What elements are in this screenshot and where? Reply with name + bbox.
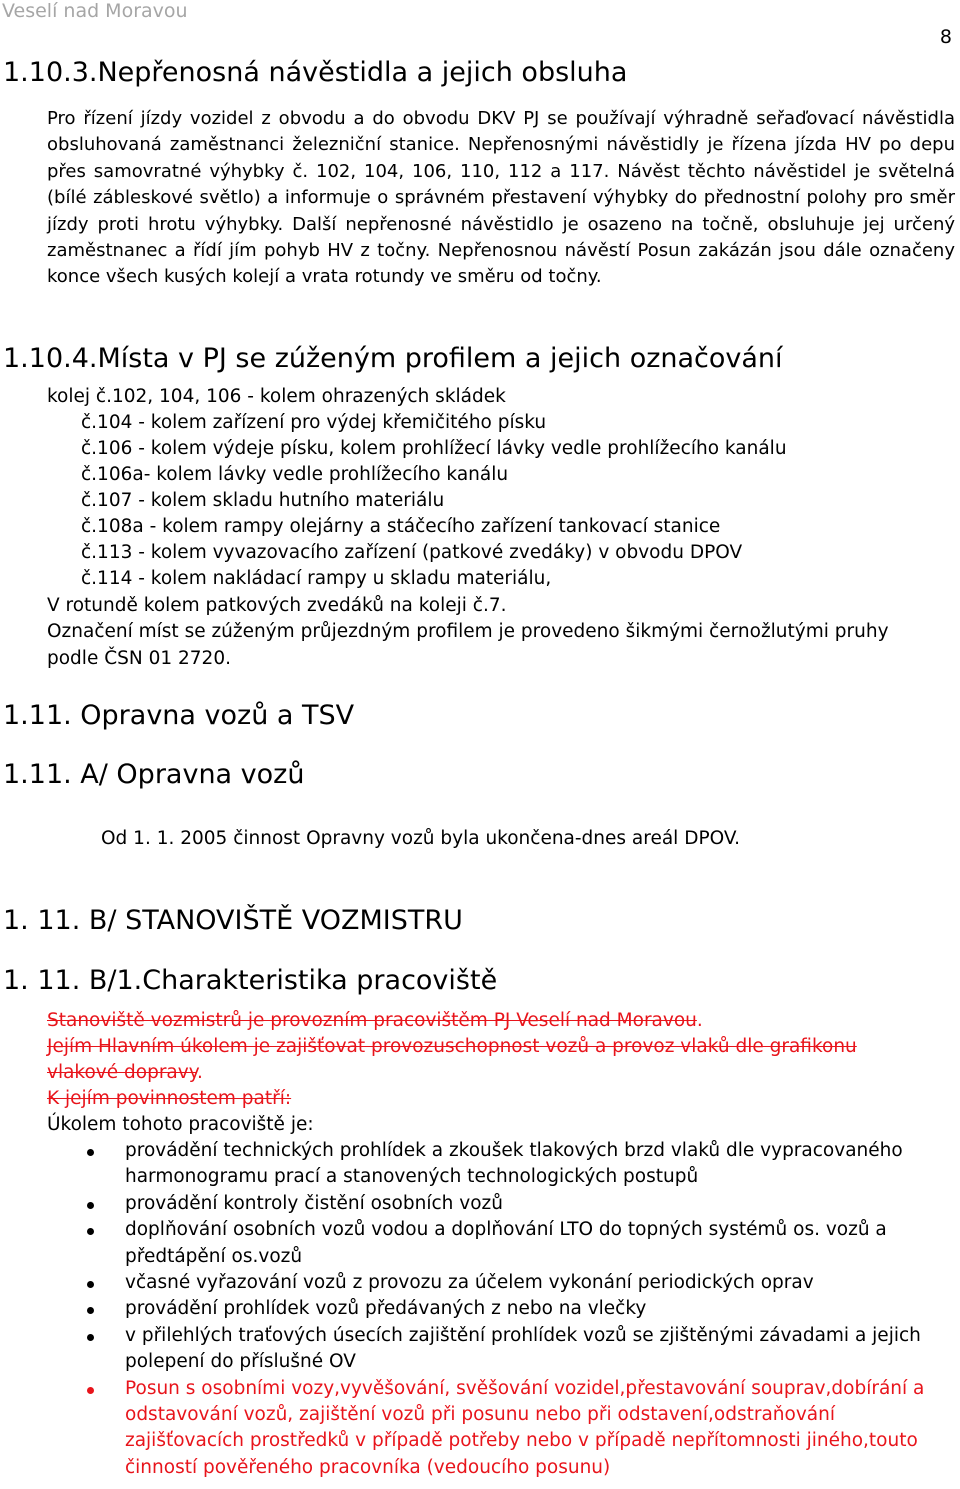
- heading-1-10-3: [3, 57, 627, 89]
- list-item-text: provádění technických prohlídek a zkoušek tlakových brzd vlaků dle vypracovaného harmonogramu prací a stanovených technologických postupů: [125, 1140, 903, 1188]
- bullet-icon: [87, 1202, 94, 1209]
- list-item: [75, 1217, 955, 1270]
- heading-1-10-4: [3, 343, 783, 375]
- heading-title: Místa v PJ se zúženým profilem a jejich označování: [97, 343, 783, 374]
- heading-number: 1.10.4.: [3, 343, 98, 374]
- paragraph-navestidla: Pro řízení jízdy vozidel z obvodu a do obvodu DKV PJ se používají výhradně seřaďovací návěstidla obsluhovaná zaměstnanci železniční stanice. Nepřenosnými návěstidly je řízena jízda HV po depu přes samovratné výhybky č. 102, 104, 106, 110, 112 a 117. Návěst těchto návěstidel je světelná (bílé zábleskové světlo) a informuje o správném přestavení výhybky do přednostní polohy pro směr jízdy proti hrotu výhybky. Další nepřenosné návěstidlo je osazeno na točně, obsluhuje jej určený zaměstnanec a řídí jím pohyb HV z točny. Nepřenosnou návěstí Posun zakázán jsou dále označeny konce všech kusých kolejí a vrata rotundy ve směru od točny.: [47, 108, 955, 288]
- struck-line-2b: [47, 1060, 203, 1086]
- bullet-icon: [87, 1334, 94, 1341]
- heading-number: 1.10.3.: [3, 57, 98, 88]
- struck-text: vlakové dopravy: [47, 1062, 198, 1083]
- list-item-text: Posun s osobními vozy,vyvěšování, svěšování vozidel,přestavování souprav,dobírání a odstavování vozů, zajištění vozů při posunu nebo při odstavení,odstraňování zajišťovacích prostředků v případě potřeby nebo v případě nepřítomnosti jiného,touto činností pověřeného pracovníka (vedoucího posunu): [125, 1377, 925, 1478]
- struck-text: K jejím povinnostem patří:: [47, 1088, 292, 1109]
- list-item: [75, 1323, 955, 1376]
- list-item: [75, 1138, 955, 1191]
- struck-end: .: [696, 1010, 703, 1031]
- list-item: [75, 1270, 955, 1296]
- bullet-icon: [87, 1228, 94, 1235]
- profile-line-4: č.107 - kolem skladu hutního materiálu: [81, 490, 445, 511]
- list-item-text: provádění prohlídek vozů předávaných z nebo na vlečky: [125, 1298, 647, 1320]
- profile-line-6: č.113 - kolem vyvazovacího zařízení (patkové zvedáky) v obvodu DPOV: [81, 542, 743, 563]
- heading-title: Nepřenosná návěstidla a jejich obsluha: [97, 57, 628, 88]
- struck-line-3: [47, 1086, 291, 1112]
- profile-line-0: kolej č.102, 104, 106 - kolem ohrazených skládek: [47, 386, 506, 407]
- task-intro: Úkolem tohoto pracoviště je:: [47, 1114, 314, 1135]
- list-item: [75, 1296, 955, 1322]
- opravna-text: Od 1. 1. 2005 činnost Opravny vozů byla ukončena-dnes areál DPOV.: [101, 828, 740, 849]
- marking-line-1: Označení míst se zúženým průjezdným profilem je provedeno šikmými černožlutými pruhy: [47, 621, 889, 642]
- heading-1-11-a: 1.11. A/ Opravna vozů: [3, 759, 305, 790]
- list-item-red: [75, 1376, 955, 1482]
- list-item-text: doplňování osobních vozů vodou a doplňování LTO do topných systémů os. vozů a předtápění os.vozů: [125, 1219, 887, 1267]
- heading-1-11-b: 1. 11. B/ STANOVIŠTĚ VOZMISTRU: [3, 905, 463, 936]
- struck-line-1: [47, 1008, 703, 1034]
- page-number: 8: [939, 26, 952, 48]
- struck-text: Stanoviště vozmistrů je provozním pracovištěm PJ Veselí nad Moravou: [47, 1010, 697, 1031]
- profile-line-3: č.106a- kolem lávky vedle prohlížecího kanálu: [81, 464, 509, 485]
- list-item-text: v přilehlých traťových úsecích zajištění prohlídek vozů se zjištěnými závadami a jejich polepení do příslušné OV: [125, 1324, 921, 1373]
- profile-line-7: č.114 - kolem nakládací rampy u skladu materiálu,: [81, 568, 552, 589]
- list-item-text: provádění kontroly čistění osobních vozů: [125, 1192, 503, 1214]
- heading-1-11: 1.11. Opravna vozů a TSV: [3, 700, 355, 731]
- heading-1-11-b1: 1. 11. B/1.Charakteristika pracoviště: [3, 965, 498, 996]
- struck-end: .: [197, 1062, 203, 1083]
- profile-line-1: č.104 - kolem zařízení pro výdej křemičitého písku: [81, 412, 547, 433]
- struck-text: Jejím Hlavním úkolem je zajišťovat provozuschopnost vozů a provoz vlaků dle grafikonu: [47, 1036, 857, 1057]
- bullet-icon: [87, 1281, 94, 1288]
- struck-line-2a: [47, 1034, 857, 1060]
- bullet-icon: [87, 1307, 94, 1314]
- bullet-icon: [87, 1149, 94, 1156]
- list-item: [75, 1191, 955, 1217]
- rotunda-line: V rotundě kolem patkových zvedáků na koleji č.7.: [47, 595, 507, 616]
- bullet-icon: [87, 1387, 94, 1394]
- list-item-text: včasné vyřazování vozů z provozu za účelem vykonání periodických oprav: [125, 1272, 814, 1294]
- profile-line-2: č.106 - kolem výdeje písku, kolem prohlížecí lávky vedle prohlížecího kanálu: [81, 438, 787, 459]
- marking-line-2: podle ČSN 01 2720.: [47, 648, 231, 669]
- task-list: [75, 1138, 955, 1481]
- profile-line-5: č.108a - kolem rampy olejárny a stáčecího zařízení tankovací stanice: [81, 516, 721, 537]
- header-place: Veselí nad Moravou: [2, 0, 188, 22]
